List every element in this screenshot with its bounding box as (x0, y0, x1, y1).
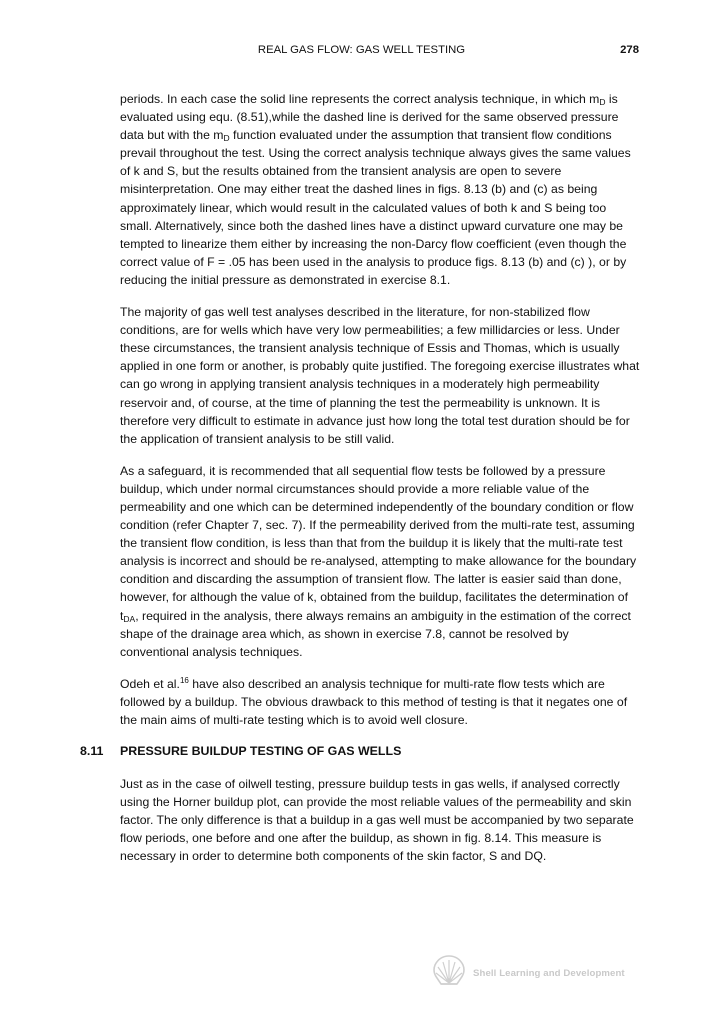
page-body (80, 90, 640, 880)
section-number: 8.11 (80, 744, 104, 759)
paragraph-2: The majority of gas well test analyses described in the literature, for non-stabilized flow conditions, are for wells which have very low permeabilities; a few millidarcies or less. Under these circumstances, the transient analysis technique of Essis and Thomas, which is usually applied in one form or another, is probably quite justified. The foregoing exercise illustrates what can go wrong in applying transient analysis techniques in a moderately high permeability reservoir and, of course, at the time of planning the test the permeability is unknown. It is therefore very difficult to estimate in advance just how long the total test duration should be for the application of transient analysis to be still valid. (120, 305, 640, 446)
section-title: PRESSURE BUILDUP TESTING OF GAS WELLS (120, 744, 402, 759)
paragraph-3: As a safeguard, it is recommended that all sequential flow tests be followed by a pressure buildup, which under normal circumstances should provide a more reliable value of the permeability and one which can be determined independently of the boundary condition or flow condition (refer Chapter 7, sec. 7). If the permeability derived from the multi-rate test, assuming the transient flow condition, is less than that from the buildup it is likely that the multi-rate test analysis is incorrect and should be re-analysed, attempting to make allowance for the boundary condition and discarding the assumption of transient flow. The latter is easier said than done, however, for although the value of k, obtained from the buildup, facilitates the determination of $t_{DA}$, required in the analysis, there always remains an ambiguity in the estimation of the correct shape of the drainage area which, as shown in exercise 7.8, cannot be resolved by conventional analysis techniques. (120, 463, 637, 659)
footer-brand: Shell Learning and Development (473, 968, 625, 979)
running-title: REAL GAS FLOW: GAS WELL TESTING (257, 44, 466, 56)
section-heading (80, 742, 640, 760)
shell-logo-icon (432, 954, 466, 986)
paragraph-5: Just as in the case of oilwell testing, pressure buildup tests in gas wells, if analysed correctly using the Horner buildup plot, can provide the most reliable values of the permeability and skin factor. The only difference is that a buildup in a gas well must be accompanied by two separate flow periods, one before and one after the buildup, as shown in fig. 8.14. This measure is necessary in order to determine both components of the skin factor, S and DQ. (120, 777, 634, 864)
page-header (0, 44, 723, 60)
page-number: 278 (620, 44, 639, 56)
page-footer (432, 954, 652, 988)
paragraph-4: Odeh et al.$^{16}$ have also described an analysis technique for multi-rate flow tests which are followed by a buildup. The obvious drawback to this method of testing is that it negates one of the main aims of multi-rate testing which is to avoid well closure. (120, 675, 628, 727)
paragraph-1: periods. In each case the solid line represents the correct analysis technique, in which $m_D$ is evaluated using equ. (8.51),while the dashed line is derived for the same observed pressure data but with the $m_D$ function evaluated under the assumption that transient flow conditions prevail throughout the test. Using the correct analysis technique always gives the same values of k and S, but the results obtained from the transient analysis are open to severe misinterpretation. One may either treat the dashed lines in figs. 8.13 (b) and (c) as being approximately linear, which would result in the calculated values of both k and S being too small. Alternatively, since both the dashed lines have a distinct upward curvature one may be tempted to linearize them either by increasing the non-Darcy flow coefficient (even though the correct value of F = .05 has been used in the analysis to produce figs. 8.13 (b) and (c) ), or by reducing the initial pressure as demonstrated in exercise 8.1. (120, 92, 631, 287)
reference-superscript: 16 (179, 675, 189, 685)
